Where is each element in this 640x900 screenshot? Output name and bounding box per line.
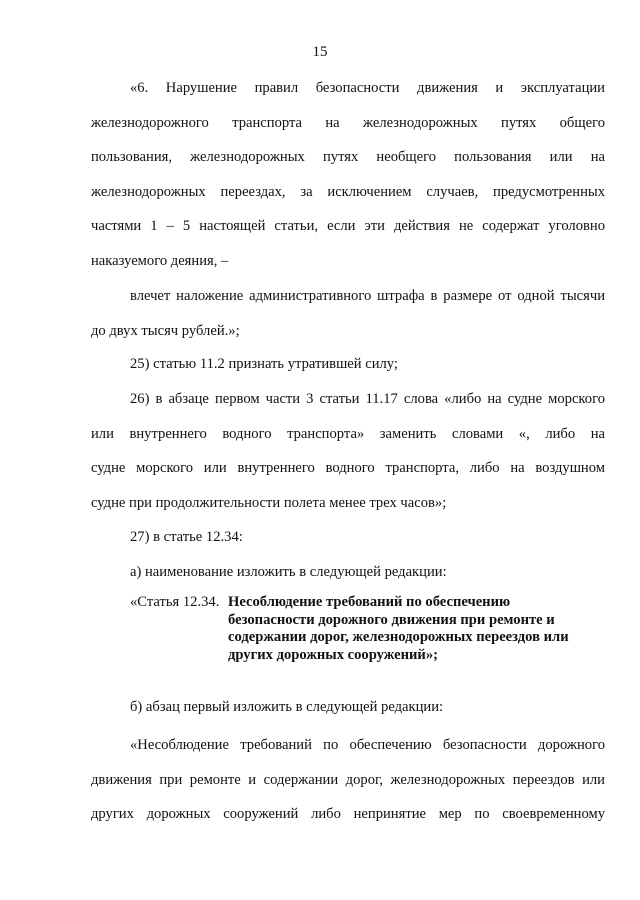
paragraph-penalty [91,279,605,348]
text-line: судне при продолжительности полета менее трех часов»; [91,494,447,511]
paragraph-subitem-a [91,555,605,590]
text-line: «Несоблюдение требований по обеспечению безопасности дорожного [130,737,605,753]
text-line: влечет наложение административного штрафа в размере от одной тысячи [130,288,605,304]
title-line: содержании дорог, железнодорожных переездов или [228,629,569,645]
text-line: железнодорожных переездах, за исключением случаев, предусмотренных [91,183,605,200]
article-number: «Статья 12.34. [130,594,220,610]
text-line: наказуемого деяния, – [91,252,229,269]
title-line: других дорожных сооружений»; [228,646,438,663]
text-line: 27) в статье 12.34: [130,529,243,545]
article-title [228,594,608,664]
paragraph-subitem-b [91,690,605,725]
text-line: или внутреннего водного транспорта» заменить словами «, либо на [91,425,605,442]
title-line: безопасности дорожного движения при ремонте и [228,611,555,628]
text-line: судне морского или внутреннего водного транспорта, либо на воздушном [91,460,605,477]
text-line: движения при ремонте и содержании дорог, железнодорожных переездов или [91,771,605,788]
page-number: 15 [312,44,328,60]
paragraph-item-25 [91,347,605,382]
text-line: 25) статью 11.2 признать утратившей силу; [130,356,398,372]
paragraph-item-27 [91,520,605,555]
text-line: а) наименование изложить в следующей редакции: [130,564,447,580]
text-line: частями 1 – 5 настоящей статьи, если эти действия не содержат уголовно [91,218,605,235]
text-line: «6. Нарушение правил безопасности движения и эксплуатации [130,80,605,96]
text-line: 26) в абзаце первом части 3 статьи 11.17 слова «либо на судне морского [130,391,605,407]
text-line: пользования, железнодорожных путях необщего пользования или на [91,149,605,166]
text-line: других дорожных сооружений либо непринятие мер по своевременному [91,806,605,823]
text-line: железнодорожного транспорта на железнодорожных путях общего [91,114,605,131]
paragraph-new-text [91,728,605,832]
title-line: Несоблюдение требований по обеспечению [228,594,511,610]
text-line: до двух тысяч рублей.»; [91,322,240,339]
paragraph-item-26 [91,382,605,520]
paragraph-part-6 [91,71,605,279]
text-line: б) абзац первый изложить в следующей редакции: [130,699,444,715]
